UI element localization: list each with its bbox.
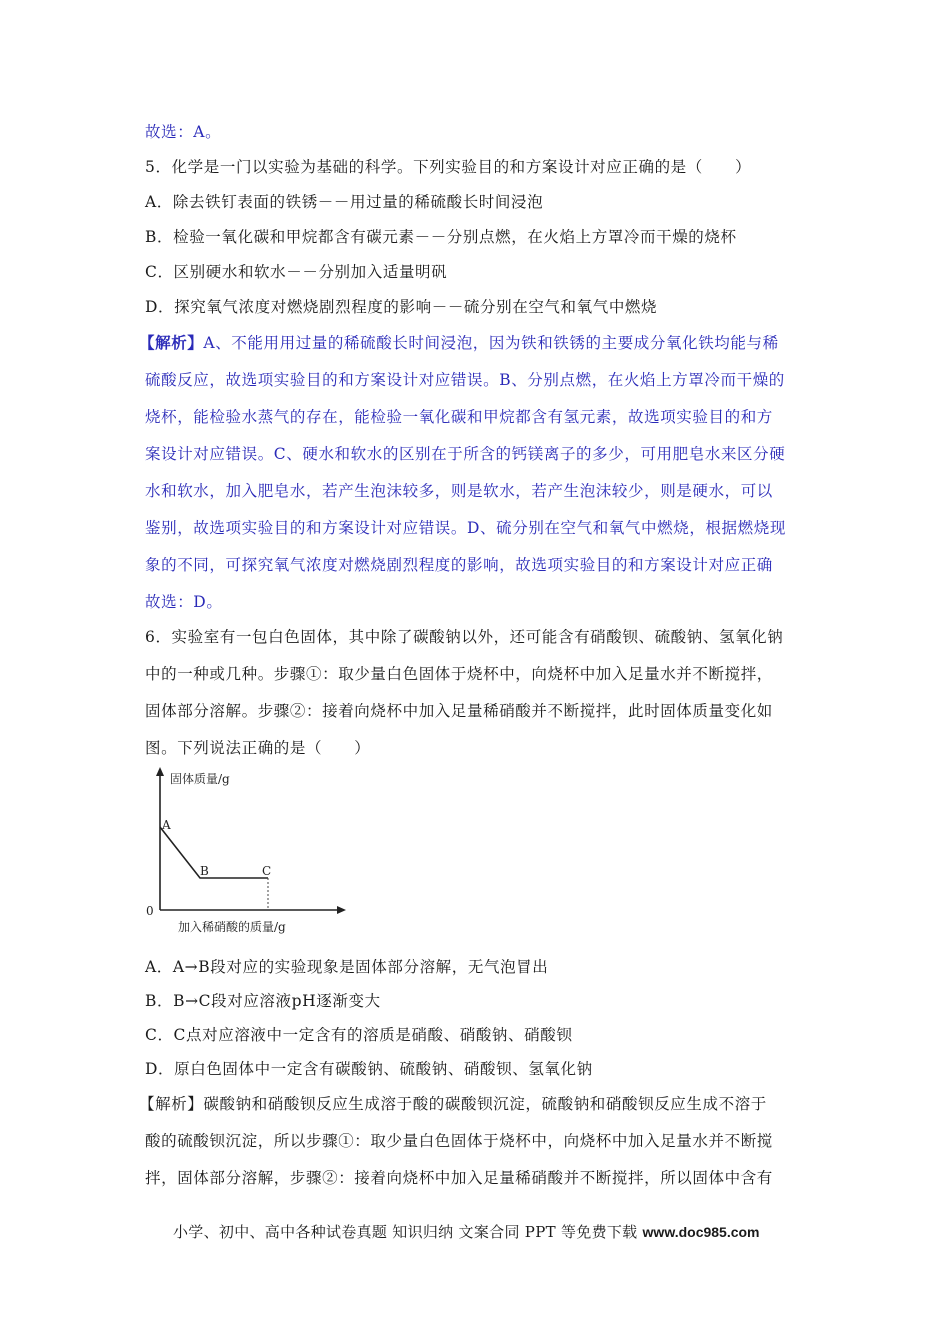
q6-option-b: B．B→C段对应溶液pH逐渐变大	[145, 992, 381, 1010]
q5-analysis-line-6: 鉴别，故选项实验目的和方案设计对应错误。D、硫分别在空气和氧气中燃烧，根据燃烧现	[145, 519, 786, 537]
q5-analysis-line-7: 象的不同，可探究氧气浓度对燃烧剧烈程度的影响，故选项实验目的和方案设计对应正确	[145, 556, 773, 574]
footer-text: 小学、初中、高中各种试卷真题 知识归纳 文案合同 PPT 等免费下载	[173, 1223, 638, 1241]
y-axis-arrow	[156, 767, 164, 776]
footer-url-link[interactable]: www.doc985.com	[642, 1224, 760, 1240]
q5-analysis-line-2: 硫酸反应，故选项实验目的和方案设计对应错误。B、分别点燃，在火焰上方罩冷而干燥的	[145, 371, 785, 389]
q6-analysis-line-2: 酸的硫酸钡沉淀，所以步骤①：取少量白色固体于烧杯中，向烧杯中加入足量水并不断搅	[145, 1132, 773, 1150]
q6-analysis-line-3: 拌，固体部分溶解，步骤②：接着向烧杯中加入足量稀硝酸并不断搅拌，所以固体中含有	[145, 1169, 773, 1187]
q6-analysis-line-1: 【解析】碳酸钠和硝酸钡反应生成溶于酸的碳酸钡沉淀，硫酸钠和硝酸钡反应生成不溶于	[139, 1095, 767, 1113]
q4-answer: 故选：A。	[145, 123, 222, 141]
q6-option-d: D．原白色固体中一定含有碳酸钠、硫酸钠、硝酸钡、氢氧化钠	[145, 1060, 593, 1078]
point-a-label: A	[162, 818, 171, 832]
q6-option-c: C．C点对应溶液中一定含有的溶质是硝酸、硝酸钠、硝酸钡	[145, 1026, 573, 1044]
q5-option-d: D．探究氧气浓度对燃烧剧烈程度的影响－－硫分别在空气和氧气中燃烧	[145, 298, 658, 316]
q5-analysis-tag: 【解析】	[139, 333, 204, 352]
q5-analysis-line-3: 烧杯，能检验水蒸气的存在，能检验一氧化碳和甲烷都含有氢元素，故选项实验目的和方	[145, 408, 773, 426]
q5-option-c: C．区别硬水和软水－－分别加入适量明矾	[145, 263, 448, 281]
q5-analysis-line-1: 【解析】A、不能用用过量的稀硫酸长时间浸泡，因为铁和铁锈的主要成分氧化铁均能与稀	[139, 333, 779, 352]
footer	[173, 1221, 760, 1242]
q5-option-b: B．检验一氧化碳和甲烷都含有碳元素－－分别点燃，在火焰上方罩冷而干燥的烧杯	[145, 228, 737, 246]
q5-analysis-line-4: 案设计对应错误。C、硬水和软水的区别在于所含的钙镁离子的多少，可用肥皂水来区分硬	[145, 445, 786, 463]
q6-stem-line-1: 6．实验室有一包白色固体，其中除了碳酸钠以外，还可能含有硝酸钡、硫酸钠、氢氧化钠	[145, 628, 784, 646]
solid-mass-graph	[140, 765, 365, 940]
q5-answer: 故选：D。	[145, 593, 223, 611]
x-axis-label: 加入稀硝酸的质量/g	[178, 920, 286, 934]
q6-analysis-tag: 【解析】	[139, 1095, 204, 1113]
q5-analysis-line-5: 水和软水，加入肥皂水，若产生泡沫较多，则是软水，若产生泡沫较少，则是硬水，可以	[145, 482, 773, 500]
q6-stem-line-3: 固体部分溶解。步骤②：接着向烧杯中加入足量稀硝酸并不断搅拌，此时固体质量变化如	[145, 702, 773, 720]
y-axis-label: 固体质量/g	[170, 772, 230, 786]
q5-option-a: A．除去铁钉表面的铁锈－－用过量的稀硫酸长时间浸泡	[145, 193, 544, 211]
q6-stem-line-2: 中的一种或几种。步骤①：取少量白色固体于烧杯中，向烧杯中加入足量水并不断搅拌，	[145, 665, 773, 683]
x-axis-arrow	[337, 906, 346, 914]
q6-option-a: A．A→B段对应的实验现象是固体部分溶解，无气泡冒出	[145, 958, 549, 976]
q5-stem: 5．化学是一门以实验为基础的科学。下列实验目的和方案设计对应正确的是（ ）	[145, 158, 752, 176]
origin-label: 0	[146, 904, 154, 918]
point-c-label: C	[262, 864, 272, 878]
mass-curve	[160, 827, 268, 878]
point-b-label: B	[200, 864, 209, 878]
q6-stem-line-4: 图。下列说法正确的是（ ）	[145, 739, 371, 757]
